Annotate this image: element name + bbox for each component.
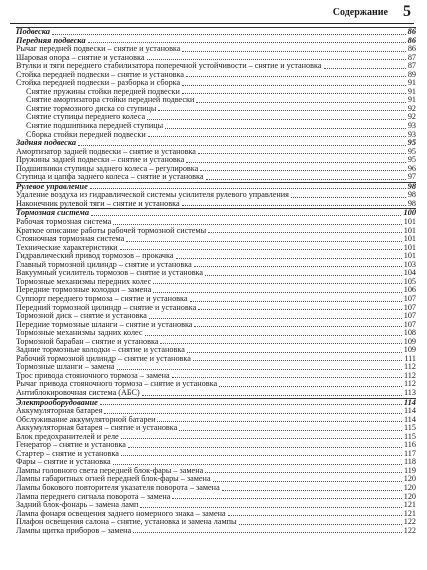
toc-entry-title: Пружины задней подвески – снятие и установка xyxy=(16,155,185,165)
toc-entry-page: 112 xyxy=(404,379,416,389)
toc-subentry-title: Снятие ступицы переднего колеса xyxy=(26,112,146,122)
dot-leader xyxy=(194,266,402,267)
toc-section xyxy=(16,208,416,397)
toc-entry-page: 116 xyxy=(404,440,416,450)
subsection-heading-page: 95 xyxy=(407,138,416,148)
toc-entry-page: 119 xyxy=(404,465,416,475)
dot-leader xyxy=(239,524,402,525)
toc-entry-title: Стартер – снятие и установка xyxy=(16,448,119,458)
toc-entry-page: 115 xyxy=(404,431,416,441)
toc-entry-title: Рычаг привода стояночного тормоза – снятие и установка xyxy=(16,379,218,389)
dot-leader xyxy=(160,343,401,344)
toc-entry-title: Плафон освещения салона – снятие, установка и замена лампы xyxy=(16,517,237,527)
section-heading-page: 100 xyxy=(403,208,416,218)
toc-subentry-page: 91 xyxy=(407,86,416,96)
toc-entry-title: Стойка передней подвески – разборка и сборка xyxy=(16,78,181,88)
toc-entry-title: Рабочая тормозная система xyxy=(16,217,112,227)
dot-leader xyxy=(113,464,402,465)
dot-leader xyxy=(186,162,406,163)
dot-leader xyxy=(182,205,406,206)
toc-entry-page: 117 xyxy=(404,448,416,458)
dot-leader xyxy=(172,377,402,378)
toc-entry-title: Тормозные шланги – замена xyxy=(16,362,115,372)
toc-subentry-page: 93 xyxy=(407,129,416,139)
toc-entry-title: Фары – снятие и установка xyxy=(16,457,111,467)
table-of-contents xyxy=(16,27,416,535)
toc-subentry-title: Сборка стойки передней подвески xyxy=(26,129,146,139)
dot-leader xyxy=(165,128,406,129)
dot-leader xyxy=(120,249,402,250)
toc-entry-page: 91 xyxy=(407,78,416,88)
toc-entry-page: 96 xyxy=(407,163,416,173)
dot-leader xyxy=(182,93,406,94)
toc-entry-page: 113 xyxy=(404,387,416,397)
dot-leader xyxy=(52,34,406,35)
toc-entry-page: 112 xyxy=(404,362,416,372)
toc-entry-title: Вакуумный усилитель тормозов – снятие и установка xyxy=(16,268,204,278)
dot-leader xyxy=(78,145,406,146)
toc-subentry-page: 93 xyxy=(407,121,416,131)
toc-entry-title: Втулки и тяги переднего стабилизатора поперечной устойчивости – снятие и установка xyxy=(16,61,322,71)
dot-leader xyxy=(121,438,402,439)
dot-leader xyxy=(219,386,402,387)
toc-entry-page: 97 xyxy=(407,172,416,182)
dot-leader xyxy=(176,258,402,259)
toc-entry-title: Рычаг передней подвески – снятие и установка xyxy=(16,44,181,54)
toc-section xyxy=(16,27,416,182)
dot-leader xyxy=(153,283,401,284)
header-rule xyxy=(10,23,414,24)
section-heading-title: Рулевое управление xyxy=(16,181,88,191)
toc-entry-title: Гидравлический привод тормозов – прокачка xyxy=(16,251,174,261)
dot-leader xyxy=(213,481,402,482)
dot-leader xyxy=(205,472,402,473)
dot-leader xyxy=(140,507,401,508)
toc-subentry-title: Снятие пружины стойки передней подвески xyxy=(26,86,180,96)
page-header xyxy=(10,2,414,24)
dot-leader xyxy=(206,179,406,180)
section-heading-page: 86 xyxy=(407,27,416,36)
toc-entry-title: Задние тормозные колодки – снятие и установка xyxy=(16,345,185,355)
dot-leader xyxy=(194,326,401,327)
toc-entry-page: 120 xyxy=(403,491,416,501)
toc-entry-title: Аккумуляторная батарея – снятие и установка xyxy=(16,423,178,433)
toc-entry xyxy=(16,389,416,398)
toc-entry-page: 87 xyxy=(407,52,416,62)
dot-leader xyxy=(158,110,405,111)
toc-entry-title: Задний блок-фонарь – замена ламп xyxy=(16,500,139,510)
dot-leader xyxy=(117,369,402,370)
toc-subentry-page: 91 xyxy=(407,95,416,105)
toc-entry-title: Наконечник рулевой тяги – снятие и установка xyxy=(16,198,180,208)
toc-entry-title: Антиблокировочная система (АБС) xyxy=(16,387,140,397)
dot-leader xyxy=(90,188,406,189)
section-heading-title: Тормозная система xyxy=(16,208,90,218)
toc-section xyxy=(16,182,416,209)
toc-entry xyxy=(16,173,416,182)
dot-leader xyxy=(205,275,402,276)
header-page-number: 5 xyxy=(403,3,411,20)
toc-entry-page: 122 xyxy=(403,517,416,527)
toc-entry-title: Трос привода стояночного тормоза – замена xyxy=(16,370,170,380)
toc-entry-page: 122 xyxy=(403,525,416,535)
toc-subentry-page: 92 xyxy=(407,103,416,113)
toc-entry-page: 107 xyxy=(403,319,416,329)
section-heading-title: Электрооборудование xyxy=(16,397,98,407)
dot-leader xyxy=(200,170,406,171)
toc-entry-page: 105 xyxy=(403,276,416,286)
dot-leader xyxy=(193,360,402,361)
dot-leader xyxy=(104,413,402,414)
dot-leader xyxy=(291,197,406,198)
dot-leader xyxy=(133,532,402,533)
toc-entry-page: 89 xyxy=(407,69,416,79)
toc-entry-page: 121 xyxy=(403,508,416,518)
toc-entry-page: 95 xyxy=(407,146,416,156)
toc-entry-page: 108 xyxy=(403,328,416,338)
toc-entry xyxy=(16,200,416,209)
dot-leader xyxy=(182,51,405,52)
dot-leader xyxy=(147,119,406,120)
toc-entry-title: Передний тормозной цилиндр – снятие и установка xyxy=(16,302,197,312)
toc-entry-page: 121 xyxy=(403,500,416,510)
dot-leader xyxy=(182,85,406,86)
toc-entry-page: 120 xyxy=(403,482,416,492)
dot-leader xyxy=(128,447,402,448)
dot-leader xyxy=(153,292,401,293)
dot-leader xyxy=(196,102,405,103)
toc-entry-title: Лампы головного света передней блок-фары – замена xyxy=(16,465,204,475)
toc-entry-page: 109 xyxy=(403,336,416,346)
dot-leader xyxy=(172,498,401,499)
toc-entry-title: Тормозной диск – снятие и установка xyxy=(16,311,147,321)
toc-entry-title: Шаровая опора – снятие и установка xyxy=(16,52,145,62)
section-heading-page: 114 xyxy=(403,397,416,407)
toc-entry xyxy=(16,527,416,536)
dot-leader xyxy=(145,335,402,336)
dot-leader xyxy=(142,395,402,396)
dot-leader xyxy=(126,241,401,242)
toc-entry-page: 101 xyxy=(403,234,416,244)
toc-entry-title: Тормозные механизмы задних колес xyxy=(16,328,143,338)
dot-leader xyxy=(186,76,406,77)
toc-entry-page: 120 xyxy=(403,474,416,484)
dot-leader xyxy=(179,430,402,431)
toc-subentry xyxy=(16,131,416,140)
toc-entry-title: Краткое описание работы рабочей тормозной системы xyxy=(16,225,207,235)
dot-leader xyxy=(157,421,402,422)
toc-entry-title: Генератор – снятие и установка xyxy=(16,440,126,450)
toc-entry-title: Рабочий тормозной цилиндр – снятие и установка xyxy=(16,353,191,363)
toc-entry-title: Передние тормозные шланги – снятие и установка xyxy=(16,319,193,329)
toc-entry-page: 101 xyxy=(403,225,416,235)
dot-leader xyxy=(100,404,402,405)
toc-entry-page: 107 xyxy=(403,311,416,321)
dot-leader xyxy=(190,301,402,302)
toc-entry-title: Лампа фонаря освещения заднего номерного знака – замена xyxy=(16,508,226,518)
toc-entry-page: 98 xyxy=(407,198,416,208)
toc-entry-title: Лампа переднего сигнала поворота – замена xyxy=(16,491,171,501)
dot-leader xyxy=(228,515,402,516)
toc-entry-page: 101 xyxy=(403,242,416,252)
dot-leader xyxy=(198,153,406,154)
section-heading-title: Подвеска xyxy=(16,27,50,36)
dot-leader xyxy=(91,215,401,216)
toc-entry-title: Лампы бокового повторителя указателя поворота – замена xyxy=(16,482,220,492)
dot-leader xyxy=(198,309,401,310)
toc-entry-page: 106 xyxy=(403,285,416,295)
toc-subentry-title: Снятие тормозного диска со ступицы xyxy=(26,103,157,113)
toc-entry-page: 101 xyxy=(403,251,416,261)
toc-entry-page: 111 xyxy=(404,353,416,363)
section-heading-page: 98 xyxy=(407,181,416,191)
toc-entry-title: Лампы щитка приборов – замена xyxy=(16,525,132,535)
toc-entry-title: Тормозной барабан – снятие и установка xyxy=(16,336,159,346)
toc-entry-title: Технические характеристики xyxy=(16,242,118,252)
dot-leader xyxy=(88,42,406,43)
toc-entry-title: Блок предохранителей и реле xyxy=(16,431,119,441)
toc-entry-page: 101 xyxy=(403,217,416,227)
dot-leader xyxy=(208,232,402,233)
toc-subentry-page: 92 xyxy=(407,112,416,122)
toc-entry-page: 109 xyxy=(403,345,416,355)
toc-entry-title: Амортизатор задней подвески – снятие и установка xyxy=(16,146,196,156)
toc-entry-page: 104 xyxy=(403,268,416,278)
toc-entry-page: 86 xyxy=(407,44,416,54)
toc-entry-page: 118 xyxy=(404,457,416,467)
dot-leader xyxy=(121,455,402,456)
subsection-heading-page: 86 xyxy=(407,35,416,45)
toc-entry-title: Передние тормозные колодки – замена xyxy=(16,285,152,295)
dot-leader xyxy=(147,59,406,60)
toc-entry-title: Обслуживание аккумуляторной батареи xyxy=(16,414,156,424)
dot-leader xyxy=(324,68,406,69)
subsection-heading-title: Задняя подвеска xyxy=(16,138,77,148)
dot-leader xyxy=(187,352,402,353)
toc-entry-title: Удаление воздуха из гидравлической системы усилителя рулевого управления xyxy=(16,190,289,200)
toc-entry-page: 95 xyxy=(407,155,416,165)
toc-entry-page: 114 xyxy=(404,406,416,416)
toc-section xyxy=(16,398,416,536)
toc-entry-title: Подшипники ступицы заднего колеса – регулировка xyxy=(16,163,199,173)
dot-leader xyxy=(148,136,406,137)
toc-entry-page: 87 xyxy=(407,61,416,71)
toc-entry-title: Аккумуляторная батарея xyxy=(16,406,103,416)
toc-entry-title: Ступица и цапфа заднего колеса – снятие и установка xyxy=(16,172,204,182)
toc-entry-title: Стойка передней подвески – снятие и установка xyxy=(16,69,185,79)
toc-entry-page: 107 xyxy=(403,293,416,303)
dot-leader xyxy=(113,224,401,225)
toc-entry-page: 103 xyxy=(403,259,416,269)
toc-entry-title: Лампы габаритных огней передней блок-фары – замена xyxy=(16,474,211,484)
toc-entry-page: 115 xyxy=(404,423,416,433)
subsection-heading-title: Передняя подвеска xyxy=(16,35,86,45)
toc-entry-title: Стояночная тормозная система xyxy=(16,234,125,244)
toc-subentry-title: Снятие подшипника передней ступицы xyxy=(26,121,164,131)
toc-entry-page: 112 xyxy=(404,370,416,380)
toc-subentry-title: Снятие амортизатора стойки передней подвески xyxy=(26,95,195,105)
dot-leader xyxy=(222,490,402,491)
toc-entry-title: Главный тормозной цилиндр – снятие и установка xyxy=(16,259,192,269)
toc-entry-title: Тормозные механизмы передних колес xyxy=(16,276,152,286)
toc-entry-page: 107 xyxy=(403,302,416,312)
header-title: Содержание xyxy=(332,7,388,18)
toc-entry-title: Суппорт переднего тормоза – снятие и установка xyxy=(16,293,188,303)
toc-entry-page: 114 xyxy=(404,414,416,424)
dot-leader xyxy=(149,318,402,319)
toc-entry-page: 98 xyxy=(407,190,416,200)
